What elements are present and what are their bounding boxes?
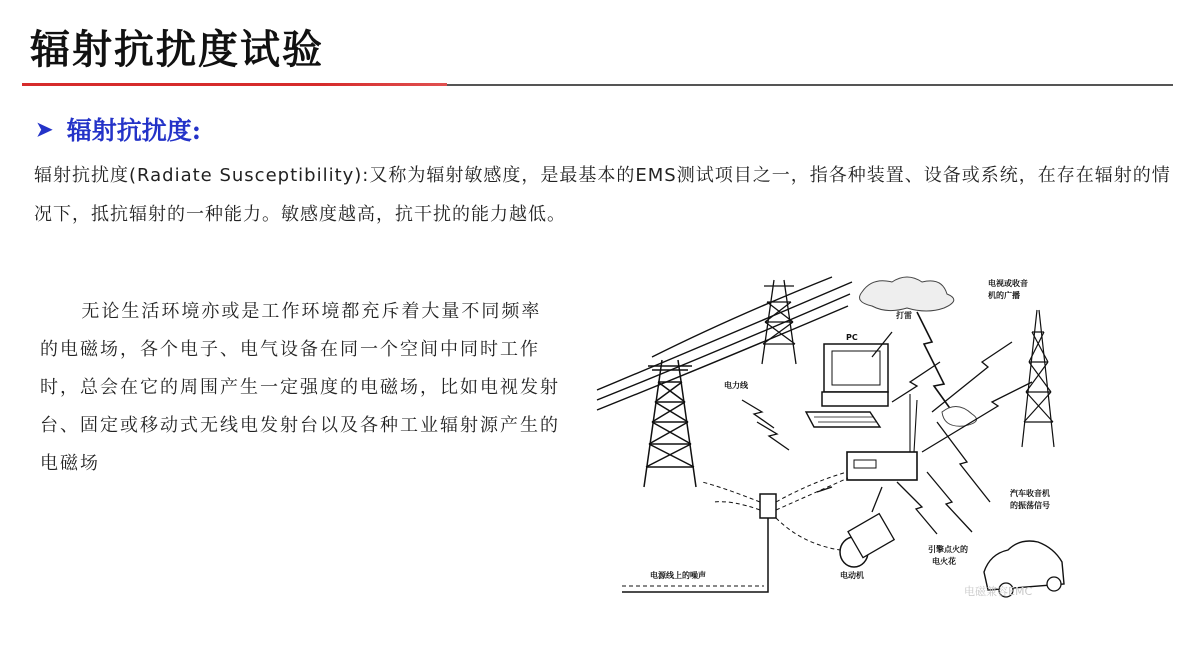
label-lightning: 打雷 [896,311,912,320]
label-pc: PC [846,333,858,342]
body-paragraph: 无论生活环境亦或是工作环境都充斥着大量不同频率的电磁场，各个电子、电气设备在同一个空间中同时工作时，总会在它的周围产生一定强度的电磁场，比如电视发射台、固定或移动式无线电发射台以及各种工业辐射源产生的电磁场 [40,301,560,474]
label-car-radio-2: 的振荡信号 [1010,501,1050,510]
pylon-left [644,360,696,487]
label-spark-1: 引擎点火的 [928,545,968,554]
definition-text: 辐射抗扰度(Radiate Susceptibility):又称为辐射敏感度，是最基本的EMS测试项目之一，指各种装置、设备或系统，在存在辐射的情况下，抵抗辐射的一种能力。敏感度越高，抗干扰的能力越低。 [34,165,1171,225]
section-heading-text: 辐射抗扰度: [66,116,201,145]
arrow-bullet-icon: ➤ [36,117,53,141]
section-heading [36,111,201,147]
label-tv-broadcast-1: 电视或收音 [988,279,1028,288]
page-title: 辐射抗扰度试验 [30,26,324,73]
title-underline-red [22,83,447,86]
label-line-noise: 电源线上的噪声 [650,571,706,580]
equipment-box [847,394,917,480]
label-power-line: 电力线 [724,381,748,390]
title-underline-dark [447,84,1173,86]
watermark-text: 电磁兼容EMC [964,585,1033,598]
label-car-radio-1: 汽车收音机 [1010,489,1050,498]
pylon-mid [762,280,796,364]
emi-sources-illustration [592,272,1082,612]
pc-computer [806,344,888,427]
electric-motor [776,514,894,567]
label-spark-2: 电火花 [932,557,956,566]
pylon-right [1022,310,1054,447]
label-tv-broadcast-2: 机的广播 [988,291,1020,300]
power-lines [597,277,852,410]
label-motor: 电动机 [840,571,864,580]
